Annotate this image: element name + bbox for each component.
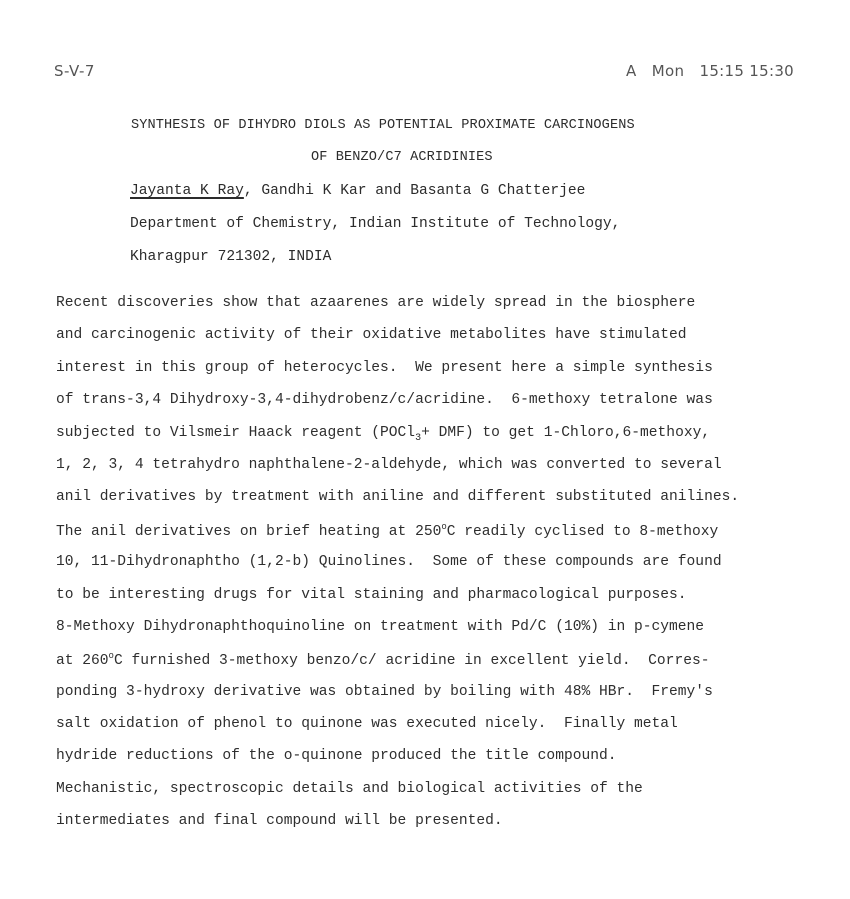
abstract-line: of trans-3,4 Dihydroxy-3,4-dihydrobenz/c/acridine. 6-methoxy tetralone was [56, 392, 713, 409]
abstract-line: salt oxidation of phenol to quinone was executed nicely. Finally metal [56, 716, 678, 733]
degree-symbol: o [108, 651, 114, 662]
co-authors: , Gandhi K Kar and Basanta G Chatterjee [243, 183, 586, 199]
degree-symbol: o [441, 521, 447, 532]
abstract-body [56, 296, 846, 847]
abstract-line: interest in this group of heterocycles. We present here a simple synthesis [56, 359, 713, 376]
abstract-line: 8-Methoxy Dihydronaphthoquinoline on treatment with Pd/C (10%) in p-cymene [56, 618, 705, 635]
title-line-1: SYNTHESIS OF DIHYDRO DIOLS AS POTENTIAL PROXIMATE CARCINOGENS [131, 118, 635, 133]
abstract-text: + DMF) to get 1-Chloro,6-methoxy, [421, 424, 711, 441]
abstract-line: 10, 11-Dihydronaphtho (1,2-b) Quinolines. Some of these compounds are found [56, 554, 722, 571]
abstract-text: C furnished 3-methoxy benzo/c/ acridine in excellent yield. Corres- [113, 653, 710, 670]
presenting-author: Jayanta K Ray [130, 183, 244, 199]
abstract-line: and carcinogenic activity of their oxidative metabolites have stimulated [56, 327, 687, 344]
abstract-line: Mechanistic, spectroscopic details and biological activities of the [56, 780, 643, 797]
subscript: 3 [415, 432, 422, 444]
abstract-line: Recent discoveries show that azaarenes are widely spread in the biosphere [56, 295, 696, 311]
abstract-line: anil derivatives by treatment with aniline and different substituted anilines. [56, 489, 740, 506]
authors [130, 184, 585, 199]
affiliation-department: Department of Chemistry, Indian Institute of Technology, [130, 216, 621, 232]
abstract-line [56, 523, 846, 555]
abstract-text: C readily cyclised to 8-methoxy [446, 523, 719, 540]
session-info: A Mon 15:15 15:30 [626, 62, 795, 80]
abstract-line: hydride reductions of the o-quinone produced the title compound. [56, 748, 617, 765]
affiliation-address: Kharagpur 721302, INDIA [130, 249, 332, 265]
title-line-2: OF BENZO/C7 ACRIDINIES [311, 150, 493, 165]
abstract-text: at 260 [56, 653, 109, 670]
abstract-line: intermediates and final compound will be presented. [56, 813, 503, 830]
abstract-text: subjected to Vilsmeir Haack reagent (POCl [56, 424, 416, 441]
abstract-line: to be interesting drugs for vital staining and pharmacological purposes. [56, 586, 687, 603]
abstract-code: S-V-7 [54, 62, 95, 80]
abstract-line: ponding 3-hydroxy derivative was obtained by boiling with 48% HBr. Fremy's [56, 683, 713, 700]
abstract-text: The anil derivatives on brief heating at 250 [56, 523, 442, 540]
abstract-line [56, 426, 846, 458]
abstract-line: 1, 2, 3, 4 tetrahydro naphthalene-2-aldehyde, which was converted to several [56, 456, 722, 473]
abstract-line [56, 652, 846, 684]
